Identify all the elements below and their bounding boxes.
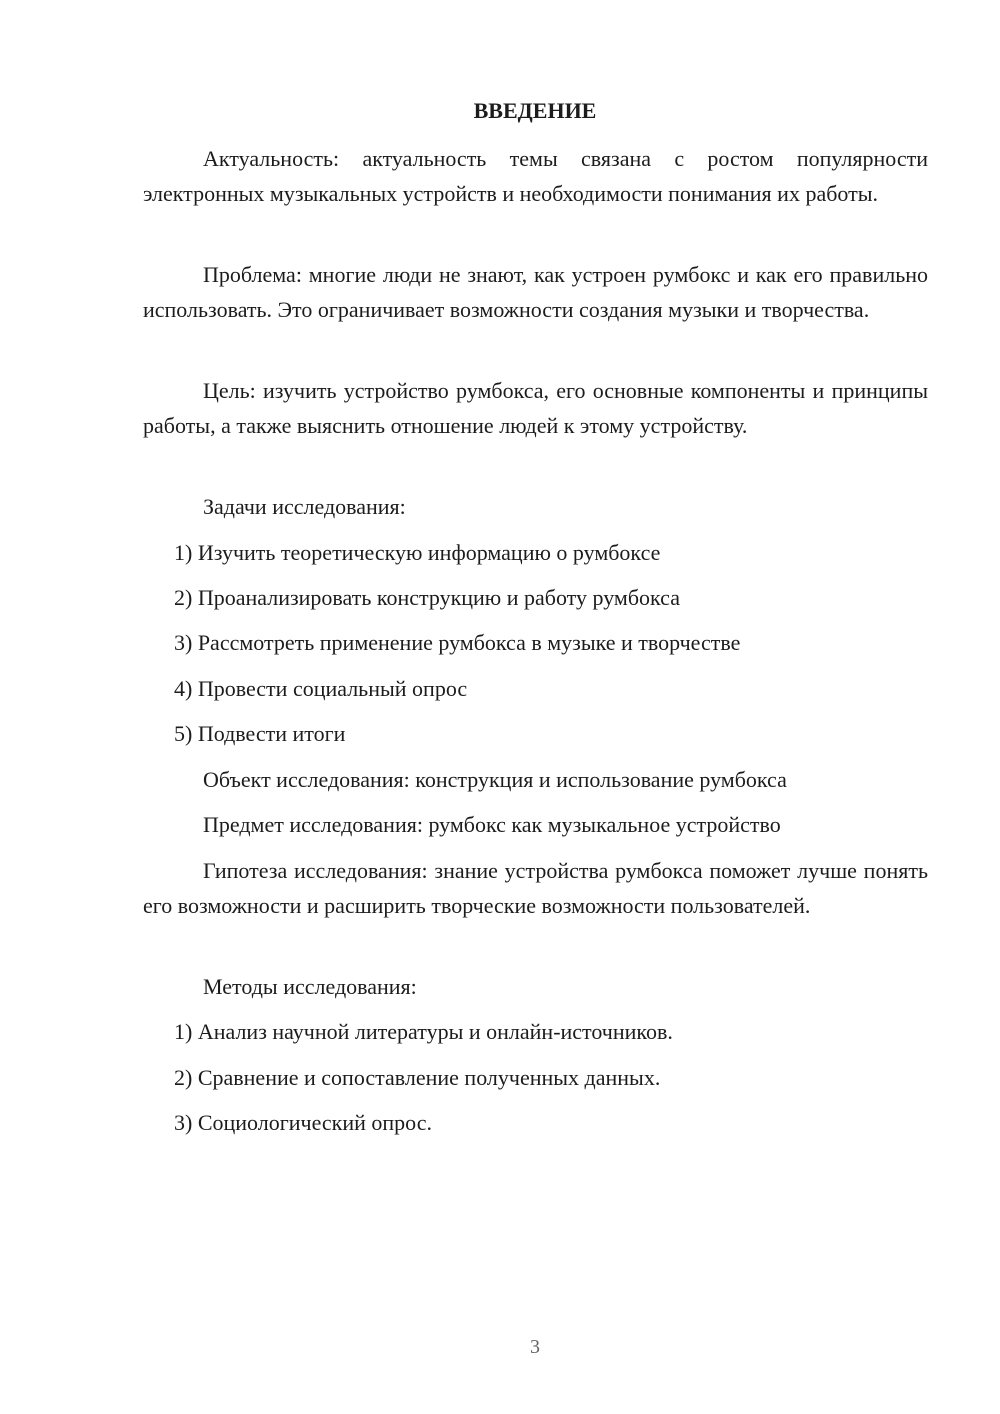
- task-item: 3) Рассмотреть применение румбокса в музыке и творчестве: [174, 630, 741, 655]
- relevance-paragraph: Актуальность: актуальность темы связана с ростом популярности электронных музыкальных устройств и необходимости понимания их работы.: [143, 146, 928, 206]
- page-number: 3: [530, 1336, 540, 1358]
- method-item: 3) Социологический опрос.: [174, 1110, 432, 1135]
- method-item: 2) Сравнение и сопоставление полученных данных.: [174, 1065, 661, 1090]
- object-line: Объект исследования: конструкция и использование румбокса: [203, 767, 787, 792]
- method-item: 1) Анализ научной литературы и онлайн-источников.: [174, 1019, 673, 1044]
- task-item: 2) Проанализировать конструкцию и работу румбокса: [174, 585, 680, 610]
- methods-heading: Методы исследования:: [203, 974, 417, 999]
- page-title: ВВЕДЕНИЕ: [473, 98, 597, 123]
- task-item: 1) Изучить теоретическую информацию о румбоксе: [174, 540, 661, 565]
- problem-paragraph: Проблема: многие люди не знают, как устроен румбокс и как его правильно использовать. Это ограничивает возможности создания музыки и творчества.: [143, 262, 928, 322]
- tasks-heading: Задачи исследования:: [203, 494, 406, 519]
- hypothesis-paragraph: Гипотеза исследования: знание устройства румбокса поможет лучше понять его возможности и расширить творческие возможности пользователей.: [143, 858, 928, 918]
- task-item: 4) Провести социальный опрос: [174, 676, 468, 701]
- goal-paragraph: Цель: изучить устройство румбокса, его основные компоненты и принципы работы, а также выяснить отношение людей к этому устройству.: [143, 378, 928, 438]
- task-item: 5) Подвести итоги: [174, 721, 346, 746]
- subject-line: Предмет исследования: румбокс как музыкальное устройство: [203, 812, 781, 837]
